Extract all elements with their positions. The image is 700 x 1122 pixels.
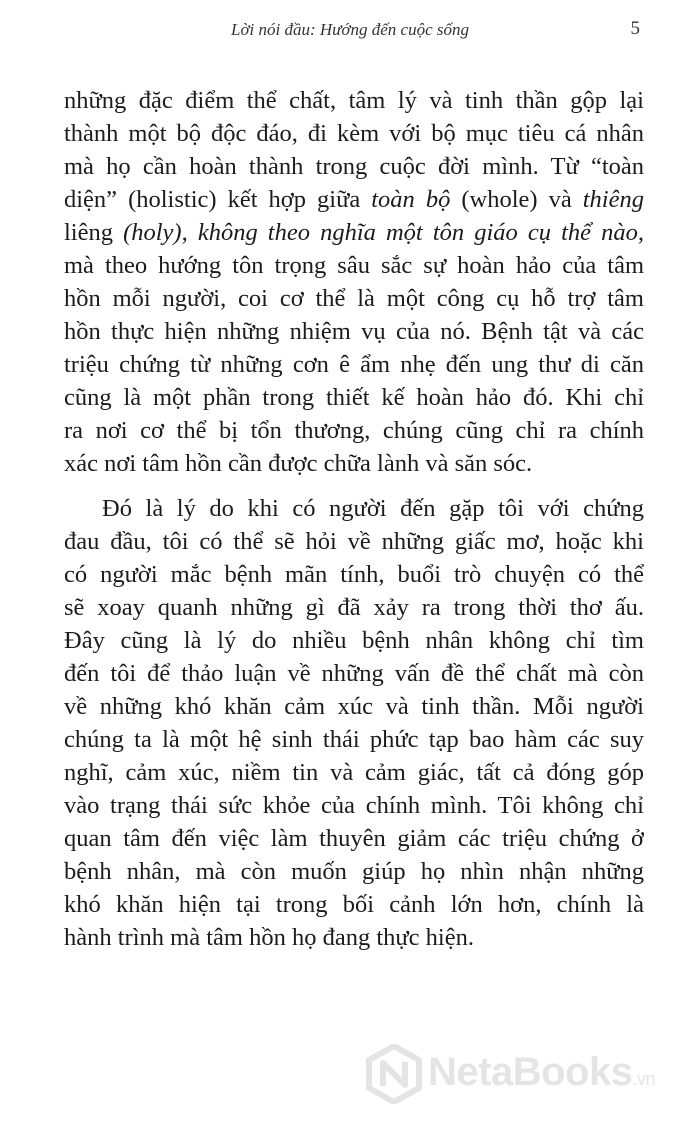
text-segment: vào trạng thái sức khỏe của chính mình. Tôi không chỉ: [64, 792, 644, 819]
text-line: [64, 756, 644, 789]
text-line: [64, 690, 644, 723]
text-segment: nghĩ, cảm xúc, niềm tin và cảm giác, tất cả đóng góp: [64, 759, 644, 786]
text-line: [64, 249, 644, 282]
text-line: [64, 789, 644, 822]
text-line: [64, 414, 644, 447]
text-segment: (whole) và: [450, 186, 583, 213]
text-segment: diện” (holistic) kết hợp giữa: [64, 186, 372, 213]
text-line: [64, 822, 644, 855]
paragraph: [64, 84, 644, 480]
text-segment: hành trình mà tâm hồn họ đang thực hiện.: [64, 924, 474, 951]
text-line: [64, 150, 644, 183]
running-title: Lời nói đầu: Hướng đến cuộc sống: [230, 20, 469, 39]
text-segment: quan tâm đến việc làm thuyên giảm các triệu chứng ở: [64, 825, 644, 852]
text-line: [64, 492, 644, 525]
text-line: [64, 855, 644, 888]
text-line: [64, 117, 644, 150]
text-segment: những đặc điểm thể chất, tâm lý và tinh thần gộp lại: [64, 87, 644, 114]
text-line: [64, 381, 644, 414]
body-text: [64, 84, 644, 954]
text-line: [64, 282, 644, 315]
text-segment: ra nơi cơ thể bị tổn thương, chúng cũng chỉ ra chính: [64, 417, 644, 444]
text-line: [64, 525, 644, 558]
italic-term: (holy), không theo nghĩa một tôn giáo cụ thể nào,: [113, 219, 644, 246]
text-segment: hồn thực hiện những nhiệm vụ của nó. Bệnh tật và các: [64, 318, 644, 345]
text-segment: có người mắc bệnh mãn tính, buổi trò chuyện có thể: [64, 561, 644, 588]
text-line: [64, 624, 644, 657]
text-segment: mà họ cần hoàn thành trong cuộc đời mình. Từ “toàn: [64, 153, 644, 180]
text-segment: triệu chứng từ những cơn ê ẩm nhẹ đến ung thư di căn: [64, 351, 644, 378]
paragraph-gap: [64, 480, 644, 492]
paragraph: [64, 492, 644, 954]
running-header: [60, 16, 640, 46]
text-segment: chúng ta là một hệ sinh thái phức tạp bao hàm các suy: [64, 726, 644, 753]
text-segment: cũng là một phần trong thiết kế hoàn hảo đó. Khi chỉ: [64, 384, 644, 411]
watermark-suffix: .vn: [632, 1069, 655, 1089]
text-segment: thành một bộ độc đáo, đi kèm với bộ mục tiêu cá nhân: [64, 120, 644, 147]
text-segment: mà theo hướng tôn trọng sâu sắc sự hoàn hảo của tâm: [64, 252, 644, 279]
watermark-brand: NetaBooks: [428, 1050, 633, 1094]
text-line: [64, 348, 644, 381]
text-segment: khó khăn hiện tại trong bối cảnh lớn hơn, chính là: [64, 891, 644, 918]
text-line: [64, 888, 644, 921]
text-line: [64, 921, 644, 954]
netabooks-watermark: [366, 1042, 686, 1112]
text-line: [64, 315, 644, 348]
text-segment: hồn mỗi người, coi cơ thể là một công cụ hỗ trợ tâm: [64, 285, 644, 312]
text-segment: về những khó khăn cảm xúc và tinh thần. Mỗi người: [64, 693, 644, 720]
italic-term: toàn bộ: [371, 186, 451, 213]
text-segment: đến tôi để thảo luận về những vấn đề thể chất mà còn: [64, 660, 644, 687]
text-line: [64, 216, 644, 249]
italic-term: thiêng: [582, 186, 644, 213]
text-segment: liêng: [64, 219, 113, 246]
text-segment: xác nơi tâm hồn cần được chữa lành và săn sóc.: [64, 450, 533, 477]
text-segment: sẽ xoay quanh những gì đã xảy ra trong thời thơ ấu.: [64, 594, 644, 621]
text-segment: đau đầu, tôi có thể sẽ hỏi về những giấc mơ, hoặc khi: [64, 528, 644, 555]
page-number: 5: [630, 18, 640, 39]
text-line: [64, 657, 644, 690]
text-line: [64, 591, 644, 624]
text-segment: bệnh nhân, mà còn muốn giúp họ nhìn nhận những: [64, 858, 644, 885]
text-line: [64, 447, 644, 480]
watermark-text: [428, 1050, 655, 1095]
text-line: [64, 558, 644, 591]
text-line: [64, 84, 644, 117]
netabooks-logo-icon: [366, 1044, 422, 1104]
text-segment: Đây cũng là lý do nhiều bệnh nhân không chỉ tìm: [64, 627, 644, 654]
text-line: [64, 183, 644, 216]
text-segment: Đó là lý do khi có người đến gặp tôi với chứng: [102, 495, 644, 522]
text-line: [64, 723, 644, 756]
